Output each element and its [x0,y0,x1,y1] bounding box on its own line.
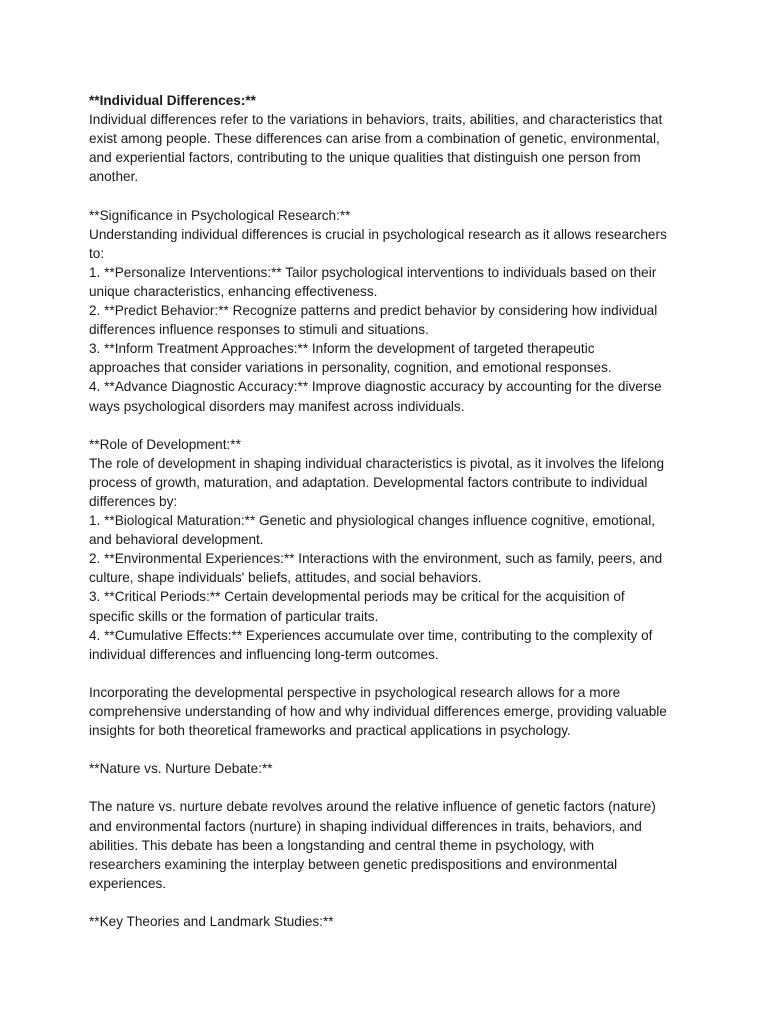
text-line: individual differences and influencing long-term outcomes. [89,646,439,662]
text-line: differences by: [89,493,178,509]
text-line: process of growth, maturation, and adaptation. Developmental factors contribute to individual [89,474,648,490]
text-line: differences influence responses to stimuli and situations. [89,322,429,338]
text-line: exist among people. These differences can arise from a combination of genetic, environmental, [89,131,660,147]
text-line: 3. **Critical Periods:** Certain developmental periods may be critical for the acquisition of [89,589,625,605]
text-line: specific skills or the formation of particular traits. [89,608,379,624]
text-line: 1. **Biological Maturation:** Genetic and physiological changes influence cognitive, emotional, [89,513,655,529]
text-line: The nature vs. nurture debate revolves around the relative influence of genetic factors (nature) [89,799,656,815]
text-line: **Significance in Psychological Research:** [89,207,351,223]
text-line: abilities. This debate has been a longstanding and central theme in psychology, with [89,837,595,853]
text-line: 1. **Personalize Interventions:** Tailor psychological interventions to individuals based on their [89,264,657,280]
text-line: to: [89,245,105,261]
text-line: experiences. [89,875,167,891]
blank-line [89,186,689,205]
text-line: insights for both theoretical frameworks and practical applications in psychology. [89,723,571,739]
text-line: and experiential factors, contributing to the unique qualities that distinguish one person from [89,150,641,166]
text-line: Incorporating the developmental perspective in psychological research allows for a more [89,684,621,700]
blank-line [89,778,689,797]
blank-line [89,664,689,683]
text-line: ways psychological disorders may manifest across individuals. [89,398,465,414]
text-line: **Nature vs. Nurture Debate:** [89,761,273,777]
text-line: researchers examining the interplay between genetic predispositions and environmental [89,856,618,872]
text-line: another. [89,169,139,185]
text-line: **Key Theories and Landmark Studies:** [89,914,334,930]
blank-line [89,740,689,759]
blank-line [89,893,689,912]
blank-line [89,416,689,435]
document-page [89,91,689,931]
text-line: approaches that consider variations in personality, cognition, and emotional responses. [89,360,612,376]
text-line: Individual differences refer to the variations in behaviors, traits, abilities, and characteristics that [89,112,663,128]
text-line: The role of development in shaping individual characteristics is pivotal, as it involves the lifelong [89,455,665,471]
text-line: Understanding individual differences is crucial in psychological research as it allows researchers [89,226,667,242]
text-line: culture, shape individuals' beliefs, attitudes, and social behaviors. [89,570,482,586]
text-line: 2. **Environmental Experiences:** Interactions with the environment, such as family, peers, and [89,551,663,567]
text-line: comprehensive understanding of how and why individual differences emerge, providing valuable [89,704,667,719]
text-line: 3. **Inform Treatment Approaches:** Inform the development of targeted therapeutic [89,341,595,357]
text-line: 4. **Cumulative Effects:** Experiences accumulate over time, contributing to the complexity of [89,627,653,643]
text-line: and behavioral development. [89,532,264,548]
text-line: 2. **Predict Behavior:** Recognize patterns and predict behavior by considering how individual [89,303,658,319]
text-line: 4. **Advance Diagnostic Accuracy:** Improve diagnostic accuracy by accounting for the diverse [89,379,662,395]
document-heading: **Individual Differences:** [89,93,256,108]
text-line: unique characteristics, enhancing effectiveness. [89,283,378,299]
text-line: **Role of Development:** [89,436,241,452]
text-line: and environmental factors (nurture) in shaping individual differences in traits, behaviors, and [89,818,642,834]
